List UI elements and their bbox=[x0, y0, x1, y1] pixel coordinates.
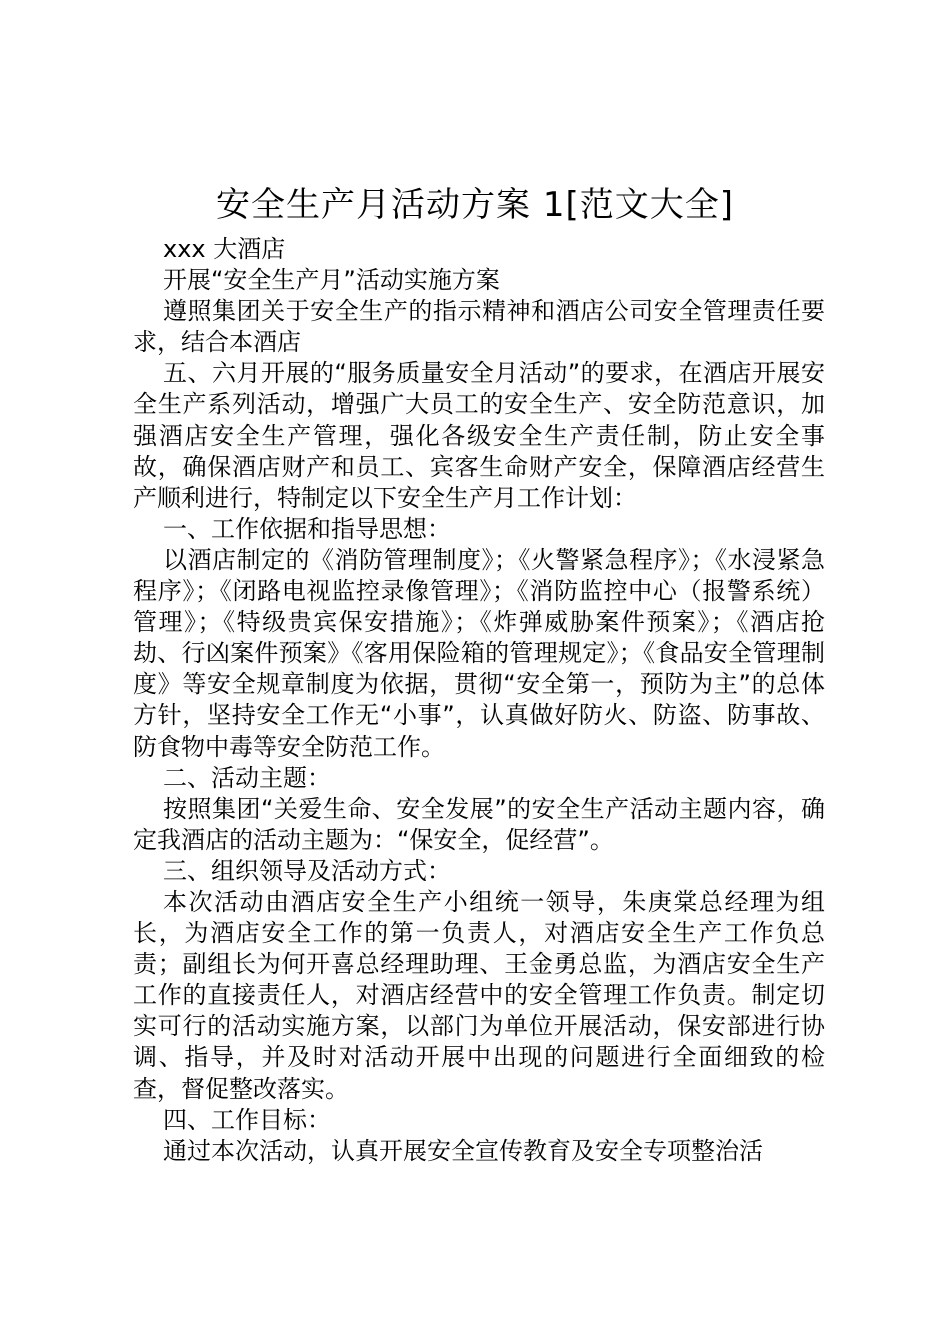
paragraph-plan-heading: 开展“安全生产月”活动实施方案 bbox=[163, 266, 500, 295]
section-heading-theme: 二、活动主题： bbox=[163, 763, 331, 792]
paragraph-basis: 以酒店制定的《消防管理制度》；《火警紧急程序》；《水浸紧急程序》；《闭路电视监控录像管理》；《消防监控中心（报警系统）管理》；《特级贵宾保安措施》；《炸弹威胁案件预案》；《酒店抢劫、行凶案件预案》《客用保险箱的管理规定》；《食品安全管理制度》等安全规章制度为依据，贯彻“安全第一，预防为主”的总体方针，坚持安全工作无“小事”，认真做好防火、防盗、防事故、防食物中毒等安全防范工作。 bbox=[133, 545, 825, 761]
paragraph-purpose: 五、六月开展的“服务质量安全月活动”的要求，在酒店开展安全生产系列活动，增强广大员工的安全生产、安全防范意识，加强酒店安全生产管理，强化各级安全生产责任制，防止安全事故，确保酒店财产和员工、宾客生命财产安全，保障酒店经营生产顺利进行，特制定以下安全生产月工作计划： bbox=[133, 359, 825, 512]
paragraph-hotel-name: xxx 大酒店 bbox=[163, 235, 286, 263]
section-heading-organization: 三、组织领导及活动方式： bbox=[163, 856, 451, 885]
paragraph-organization: 本次活动由酒店安全生产小组统一领导，朱庚棠总经理为组长，为酒店安全工作的第一负责人，对酒店安全生产工作负总责；副组长为何开喜总经理助理、王金勇总监，为酒店安全生产工作的直接责任人，对酒店经营中的安全管理工作负责。制定切实可行的活动实施方案，以部门为单位开展活动，保安部进行协调、指导，并及时对活动开展中出现的问题进行全面细致的检查，督促整改落实。 bbox=[133, 887, 825, 1103]
section-heading-goals: 四、工作目标： bbox=[163, 1105, 331, 1134]
section-heading-basis: 一、工作依据和指导思想： bbox=[163, 514, 451, 543]
document-body bbox=[133, 234, 825, 1167]
paragraph-intro: 遵照集团关于安全生产的指示精神和酒店公司安全管理责任要求，结合本酒店 bbox=[133, 297, 825, 357]
paragraph-goals: 通过本次活动，认真开展安全宣传教育及安全专项整治活 bbox=[163, 1136, 763, 1165]
paragraph-theme: 按照集团“关爱生命、安全发展”的安全生产活动主题内容，确定我酒店的活动主题为：“保安全，促经营”。 bbox=[133, 794, 825, 854]
document-title: 安全生产月活动方案 1[范文大全] bbox=[216, 185, 734, 225]
